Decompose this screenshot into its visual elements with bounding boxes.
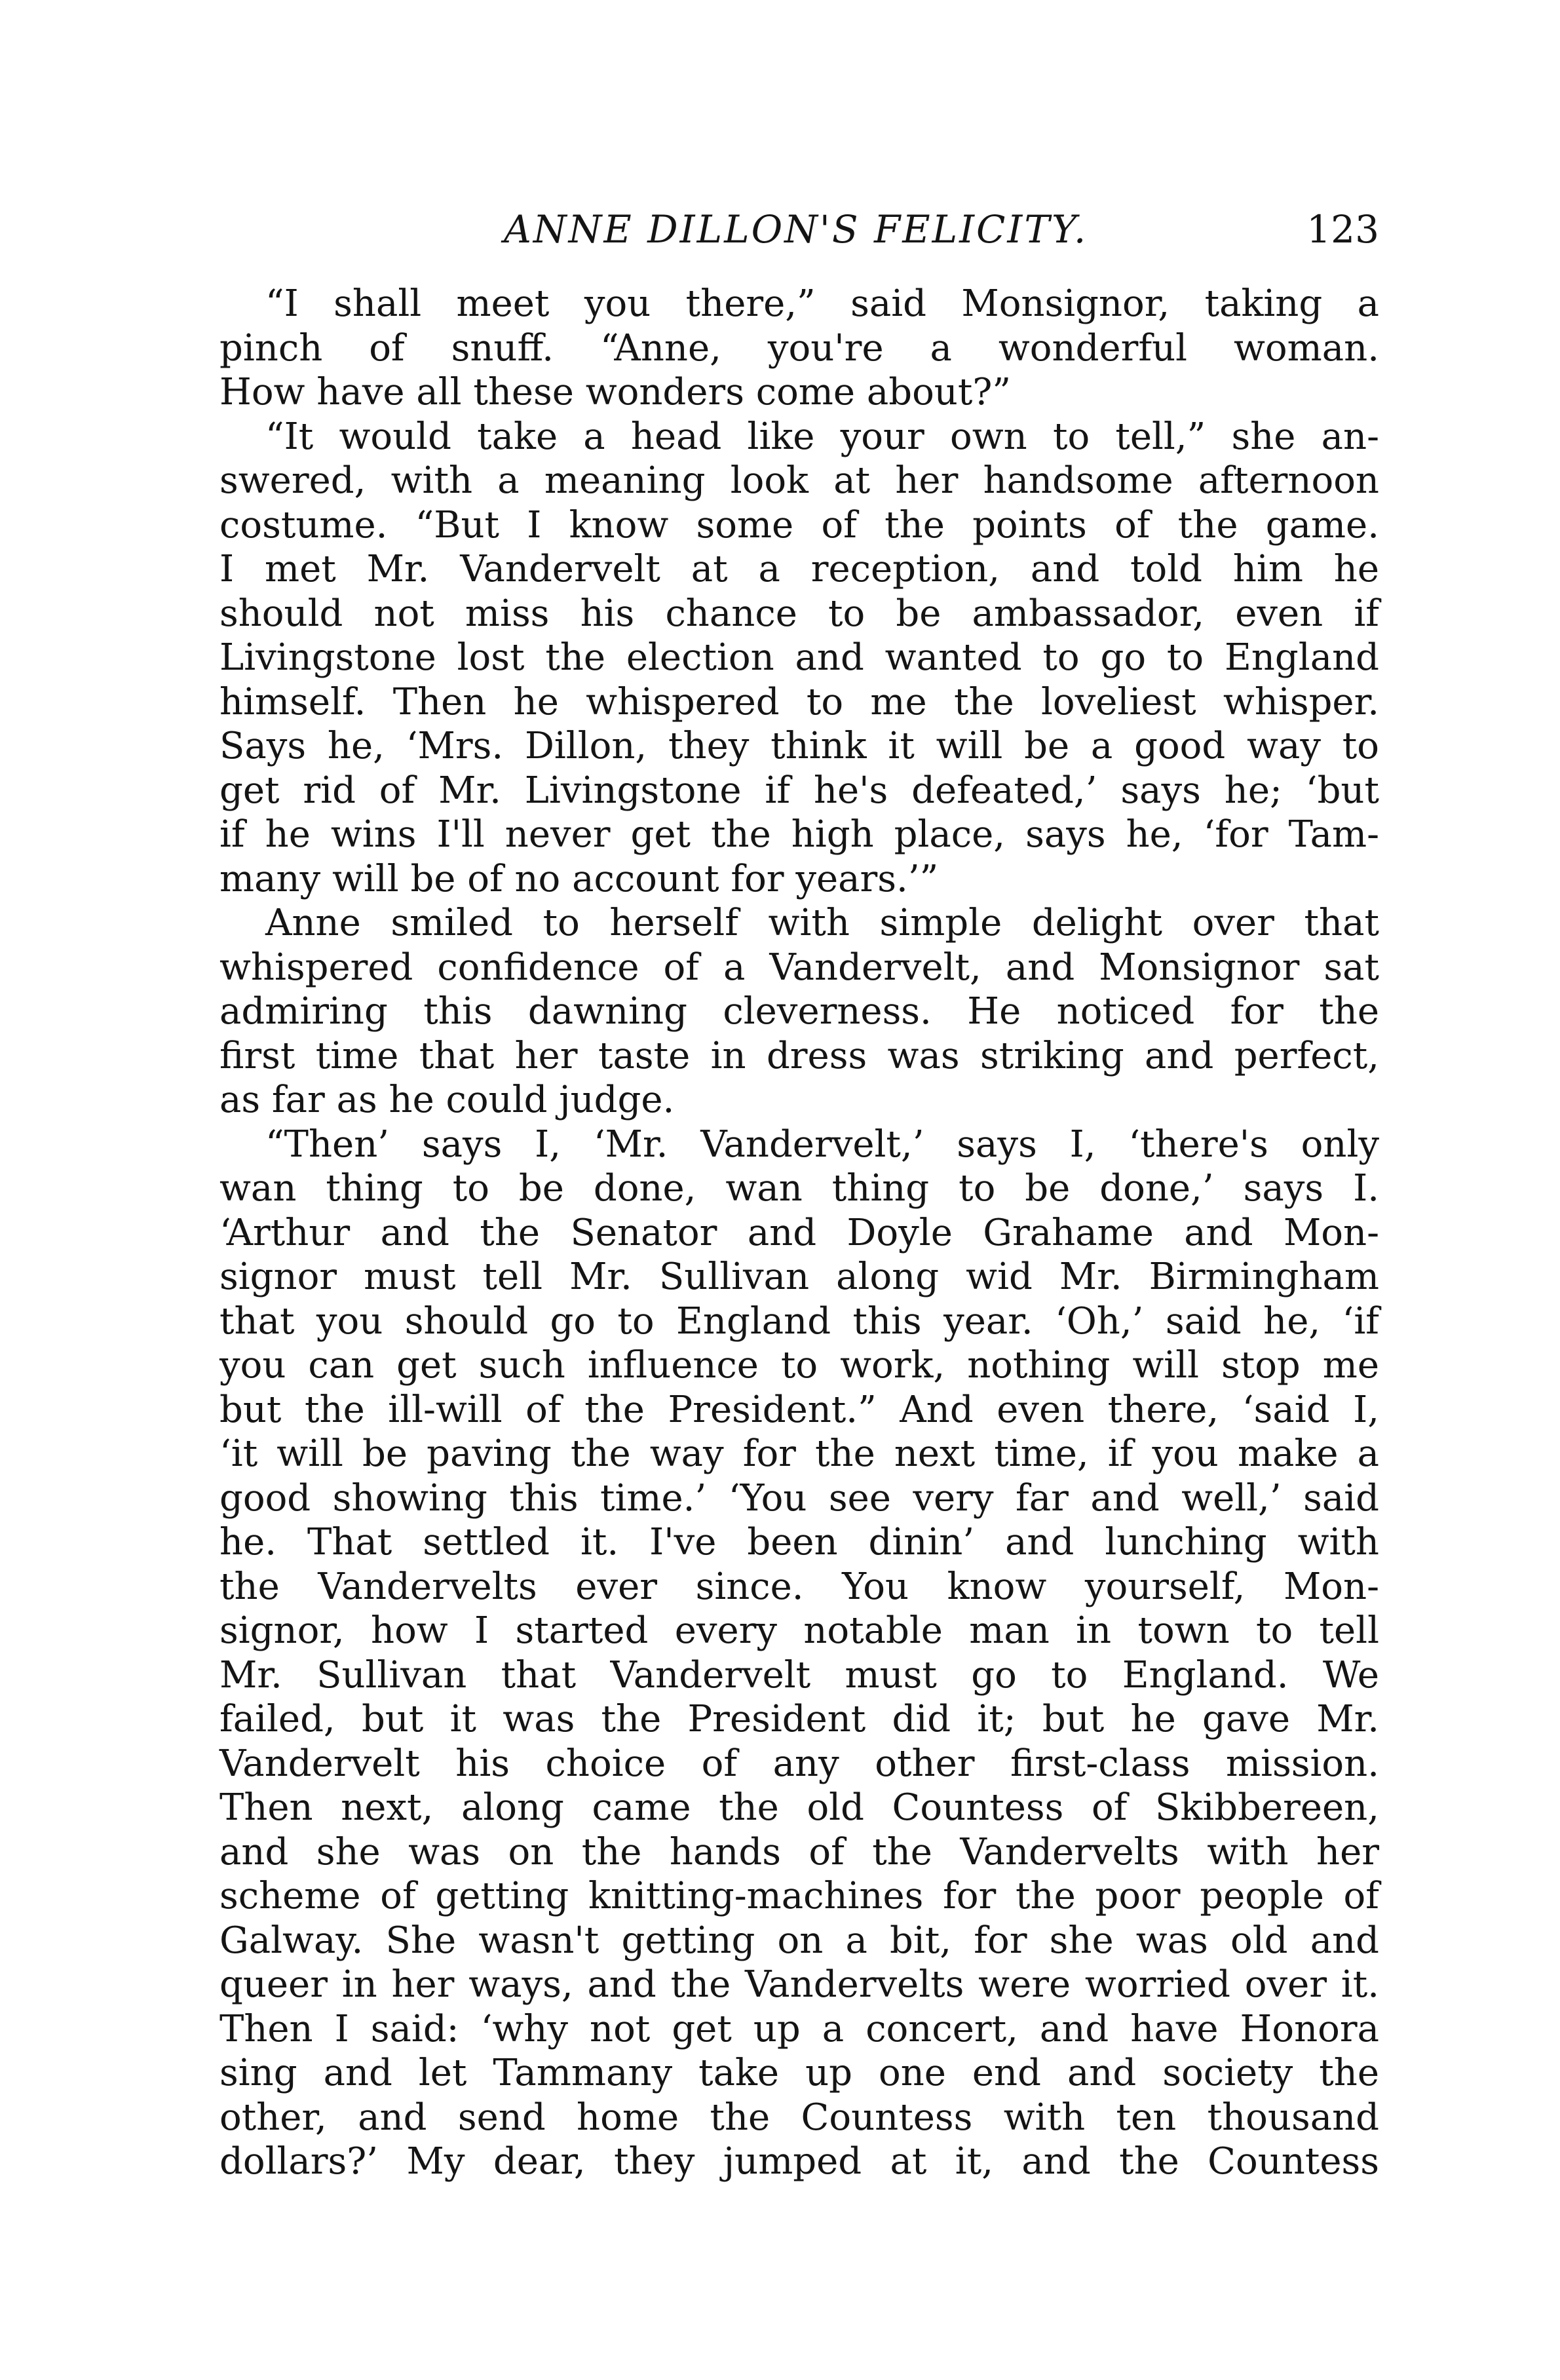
text-line: other, and send home the Countess with ten thousand — [219, 2096, 1379, 2139]
text-line: queer in her ways, and the Vandervelts were worried over it. — [219, 1963, 1379, 2006]
text-line: scheme of getting knitting-machines for the poor people of — [219, 1875, 1379, 1917]
text-line: Then next, along came the old Countess of Skibbereen, — [219, 1786, 1379, 1829]
text-line: the Vandervelts ever since. You know yourself, Mon- — [219, 1565, 1379, 1608]
text-line: Vandervelt his choice of any other first-class mission. — [219, 1742, 1379, 1785]
text-line: Then I said: ‘why not get up a concert, and have Honora — [219, 2007, 1379, 2050]
text-line: How have all these wonders come about?” — [219, 371, 1012, 413]
text-line: Mr. Sullivan that Vandervelt must go to England. We — [219, 1653, 1379, 1697]
running-title: ANNE DILLON'S FELICITY. — [504, 207, 1088, 252]
text-line: swered, with a meaning look at her handsome afternoon — [219, 459, 1379, 502]
text-line: Anne smiled to herself with simple delight over that — [265, 902, 1379, 944]
text-line: admiring this dawning cleverness. He noticed for the — [219, 990, 1379, 1033]
text-line: should not miss his chance to be ambassador, even if — [219, 592, 1379, 635]
page-number: 123 — [1306, 207, 1379, 252]
body-text — [219, 282, 1379, 2184]
text-line: wan thing to be done, wan thing to be done,’ says I. — [219, 1167, 1379, 1210]
text-line: and she was on the hands of the Vandervelts with her — [219, 1830, 1379, 1873]
text-line: I met Mr. Vandervelt at a reception, and told him he — [219, 548, 1379, 590]
text-line: signor must tell Mr. Sullivan along wid Mr. Birmingham — [219, 1256, 1379, 1298]
text-line: but the ill-will of the President.” And even there, ‘said I, — [219, 1388, 1379, 1431]
text-line: “I shall meet you there,” said Monsignor, taking a — [265, 282, 1379, 325]
text-line: dollars?’ My dear, they jumped at it, and the Countess — [219, 2140, 1379, 2183]
text-line: first time that her taste in dress was striking and perfect, — [219, 1034, 1379, 1077]
text-line: “It would take a head like your own to tell,” she an- — [265, 415, 1379, 458]
text-line: as far as he could judge. — [219, 1079, 675, 1121]
text-line: “Then’ says I, ‘Mr. Vandervelt,’ says I, ‘there's only — [265, 1123, 1379, 1166]
text-line: get rid of Mr. Livingstone if he's defeated,’ says he; ‘but — [219, 769, 1379, 812]
text-line: he. That settled it. I've been dinin’ and lunching with — [219, 1521, 1379, 1564]
text-line: signor, how I started every notable man in town to tell — [219, 1609, 1379, 1652]
text-line: ‘Arthur and the Senator and Doyle Grahame and Mon- — [219, 1211, 1379, 1254]
text-line: pinch of snuff. “Anne, you're a wonderful woman. — [219, 326, 1379, 370]
text-line: good showing this time.’ ‘You see very far and well,’ said — [219, 1476, 1379, 1520]
text-line: if he wins I'll never get the high place, says he, ‘for Tam- — [219, 813, 1379, 856]
text-line: ‘it will be paving the way for the next time, if you make a — [219, 1432, 1379, 1475]
text-line: himself. Then he whispered to me the loveliest whisper. — [219, 680, 1379, 723]
text-line: that you should go to England this year. ‘Oh,’ said he, ‘if — [219, 1299, 1379, 1343]
text-line: you can get such influence to work, nothing will stop me — [219, 1344, 1379, 1387]
page-header — [219, 200, 1379, 259]
text-line: whispered confidence of a Vandervelt, and Monsignor sat — [219, 946, 1379, 989]
text-line: costume. “But I know some of the points of the game. — [219, 503, 1379, 547]
text-line: sing and let Tammany take up one end and society the — [219, 2052, 1379, 2094]
text-line: Livingstone lost the election and wanted to go to England — [219, 636, 1379, 679]
text-line: many will be of no account for years.’” — [219, 857, 939, 900]
text-line: Says he, ‘Mrs. Dillon, they think it will be a good way to — [219, 725, 1379, 767]
text-line: failed, but it was the President did it; but he gave Mr. — [219, 1698, 1379, 1740]
text-line: Galway. She wasn't getting on a bit, for she was old and — [219, 1919, 1379, 1962]
